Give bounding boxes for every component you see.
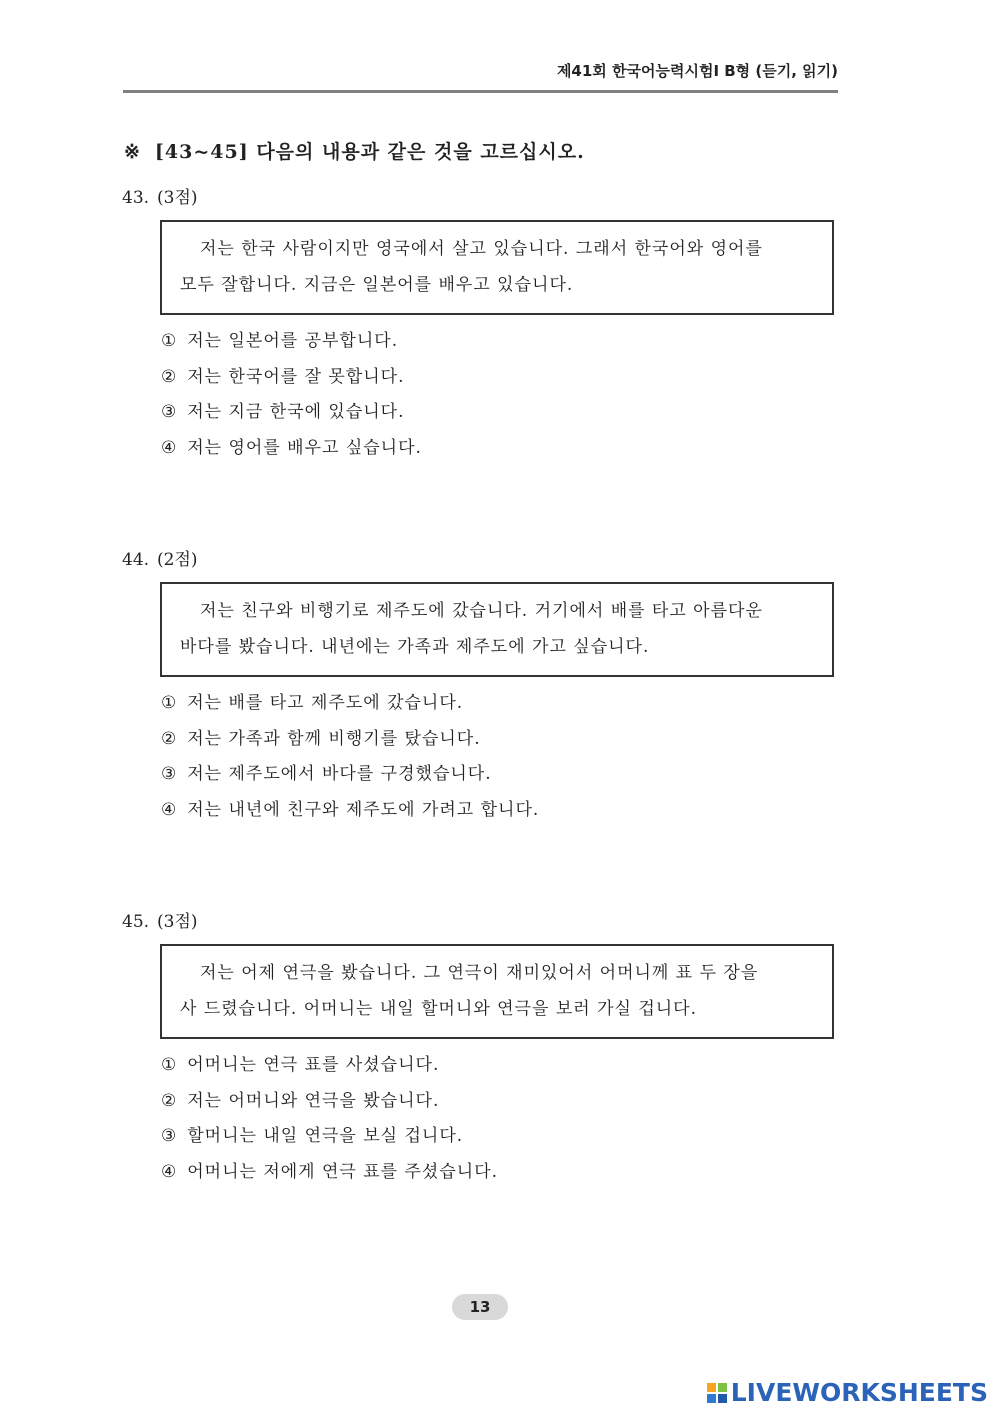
option-number: ① [161,1055,178,1075]
question-44-options [161,686,539,828]
option-number: ② [161,366,178,387]
question-44-passage [160,582,834,677]
exam-header-title: 제41회 한국어능력시험Ⅰ B형 (듣기, 읽기) [556,62,838,80]
passage-line: 사 드렸습니다. 어머니는 내일 할머니와 연극을 보러 가실 겁니다. [180,999,698,1019]
option-text: 어머니는 저에게 연극 표를 주셨습니다. [187,1161,499,1182]
logo-tile [707,1383,716,1392]
question-points: (2점) [157,550,198,570]
question-43-passage [160,220,834,315]
question-number: 44. [122,550,150,570]
option-text: 저는 어머니와 연극을 봤습니다. [187,1090,440,1111]
option-number: ④ [161,799,178,820]
question-45-options [161,1048,498,1190]
question-points: (3점) [157,188,198,208]
question-43-header [122,183,198,208]
option-text: 저는 영어를 배우고 싶습니다. [187,437,422,458]
answer-option[interactable] [161,395,422,431]
option-number: ② [161,1090,178,1111]
question-43-options [161,324,422,466]
logo-tile [718,1394,727,1403]
option-number: ③ [161,402,178,422]
option-number: ② [161,728,178,749]
passage-line: 저는 어제 연극을 봤습니다. 그 연극이 재미있어서 어머니께 표 두 장을 [200,963,759,983]
passage-line: 저는 한국 사람이지만 영국에서 살고 있습니다. 그래서 한국어와 영어를 [200,239,763,259]
logo-tile [707,1394,716,1403]
question-45-passage [160,944,834,1039]
passage-line: 저는 친구와 비행기로 제주도에 갔습니다. 거기에서 배를 타고 아름다운 [200,601,763,621]
option-text: 저는 제주도에서 바다를 구경했습니다. [187,764,492,784]
option-text: 저는 배를 타고 제주도에 갔습니다. [187,693,464,713]
question-number: 45. [122,912,150,932]
reference-mark: ※ [124,141,141,163]
liveworksheets-brand[interactable] [707,1378,988,1407]
option-number: ③ [161,1126,178,1146]
answer-option[interactable] [161,1119,498,1155]
answer-option[interactable] [161,757,539,793]
question-44-header [122,545,198,570]
option-text: 저는 한국어를 잘 못합니다. [187,366,405,387]
answer-option[interactable] [161,722,539,758]
instruction-text: [43~45] 다음의 내용과 같은 것을 고르십시오. [154,141,585,163]
option-text: 저는 가족과 함께 비행기를 탔습니다. [187,728,481,749]
passage-line: 바다를 봤습니다. 내년에는 가족과 제주도에 가고 싶습니다. [180,637,650,657]
page-number-badge: 13 [452,1294,508,1320]
answer-option[interactable] [161,1048,498,1084]
answer-option[interactable] [161,793,539,829]
answer-option[interactable] [161,1084,498,1120]
header-divider [123,90,838,93]
option-number: ① [161,693,178,713]
option-text: 저는 지금 한국에 있습니다. [187,402,405,422]
question-number: 43. [122,188,150,208]
liveworksheets-logo-icon [707,1383,727,1403]
answer-option[interactable] [161,686,539,722]
option-number: ④ [161,437,178,458]
question-45-header [122,907,198,932]
answer-option[interactable] [161,324,422,360]
section-instruction [124,137,585,164]
answer-option[interactable] [161,360,422,396]
option-text: 저는 내년에 친구와 제주도에 가려고 합니다. [187,799,540,820]
logo-tile [718,1383,727,1392]
option-text: 어머니는 연극 표를 사셨습니다. [187,1055,440,1075]
option-number: ③ [161,764,178,784]
option-text: 저는 일본어를 공부합니다. [187,331,399,351]
brand-name: LIVEWORKSHEETS [730,1378,988,1407]
question-points: (3점) [157,912,198,932]
answer-option[interactable] [161,1155,498,1191]
passage-line: 모두 잘합니다. 지금은 일본어를 배우고 있습니다. [180,275,574,295]
answer-option[interactable] [161,431,422,467]
option-number: ① [161,331,178,351]
option-number: ④ [161,1161,178,1182]
option-text: 할머니는 내일 연극을 보실 겁니다. [187,1126,464,1146]
